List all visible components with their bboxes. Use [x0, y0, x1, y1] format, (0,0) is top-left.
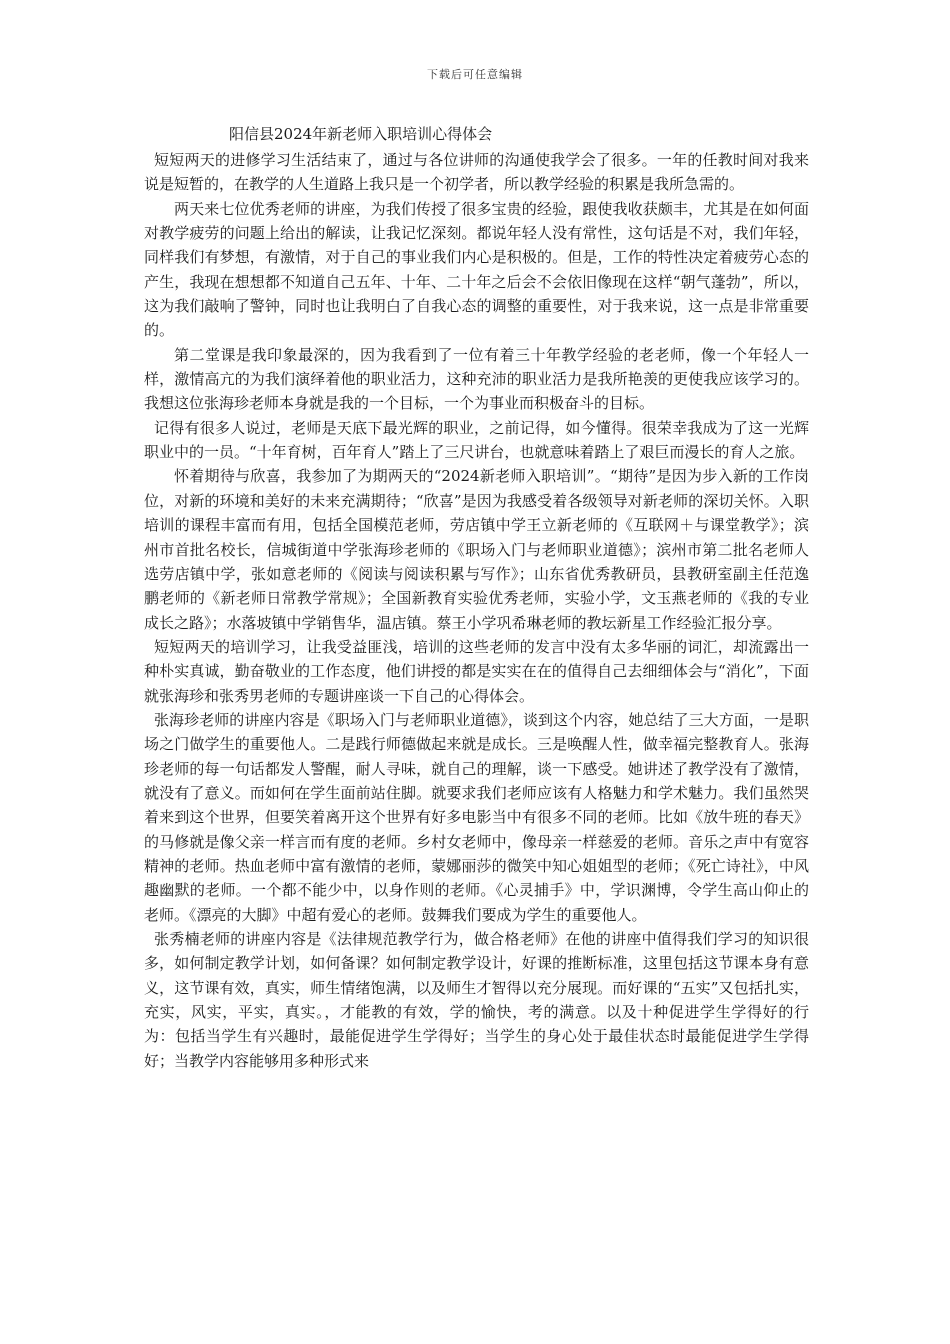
paragraph: 记得有很多人说过，老师是天底下最光辉的职业，之前记得，如今懂得。很荣幸我成为了这一光辉职业中的一员。“十年育树，百年育人”踏上了三尺讲台，也就意味着踏上了艰巨而漫长的育人之旅。 [144, 418, 809, 462]
paragraph: 怀着期待与欣喜，我参加了为期两天的“2024新老师入职培训”。“期待”是因为步入新的工作岗位，对新的环境和美好的未来充满期待；“欣喜”是因为我感受着各级领导对新老师的深切关怀。入职培训的课程丰富而有用，包括全国模范老师，劳店镇中学王立新老师的《互联网＋与课堂教学》；滨州市首批名校长，信城街道中学张海珍老师的《职场入门与老师职业道德》；滨州市第二批名老师人选劳店镇中学，张如意老师的《阅读与阅读积累与写作》；山东省优秀教研员，县教研室副主任范逸鹏老师的《新老师日常教学常规》；全国新教育实验优秀老师，实验小学，文玉燕老师的《我的专业成长之路》；水落坡镇中学销售华，温店镇。蔡王小学巩希琳老师的教坛新星工作经验汇报分享。 [144, 467, 809, 632]
page-header-note: 下载后可任意编辑 [427, 68, 523, 81]
paragraph: 第二堂课是我印象最深的，因为我看到了一位有着三十年教学经验的老老师，像一个年轻人一样，激情高亢的为我们演绎着他的职业活力，这种充沛的职业活力是我所艳羡的更使我应该学习的。我想这位张海珍老师本身就是我的一个目标，一个为事业而积极奋斗的目标。 [144, 345, 809, 413]
paragraph: 张秀楠老师的讲座内容是《法律规范教学行为，做合格老师》在他的讲座中值得我们学习的知识很多，如何制定教学计划，如何备课？如何制定教学设计，好课的推断标准，这里包括这节课本身有意义，这节课有效，真实，师生情绪饱满，以及师生才智得以充分展现。而好课的“五实”又包括扎实，充实，风实，平实，真实。，才能教的有效，学的愉快，考的满意。以及十种促进学生学得好的行为：包括当学生有兴趣时，最能促进学生学得好；当学生的身心处于最佳状态时最能促进学生学得好；当教学内容能够用多种形式来 [144, 930, 809, 1070]
paragraph: 短短两天的进修学习生活结束了，通过与各位讲师的沟通使我学会了很多。一年的任教时间对我来说是短暂的，在教学的人生道路上我只是一个初学者，所以教学经验的积累是我所急需的。 [144, 151, 809, 194]
paragraph: 两天来七位优秀老师的讲座，为我们传授了很多宝贵的经验，跟使我收获颇丰，尤其是在如何面对教学疲劳的问题上给出的解读，让我记忆深刻。都说年轻人没有常性，这句话是不对，我们年轻，同样我们有梦想，有激情，对于自己的事业我们内心是积极的。但是，工作的特性决定着疲劳心态的产生，我现在想想都不知道自己五年、十年、二十年之后会不会依旧像现在这样“朝气蓬勃”，所以，这为我们敲响了警钟，同时也让我明白了自我心态的调整的重要性，对于我来说，这一点是非常重要的。 [144, 199, 809, 340]
document-body [144, 148, 809, 1073]
paragraph: 短短两天的培训学习，让我受益匪浅，培训的这些老师的发言中没有太多华丽的词汇，却流露出一种朴实真诚，勤奋敬业的工作态度，他们讲授的都是实实在在的值得自己去细细体会与“消化”，下面就张海珍和张秀男老师的专题讲座谈一下自己的心得体会。 [144, 637, 809, 705]
document-title: 阳信县2024年新老师入职培训心得体会 [229, 125, 493, 143]
paragraph: 张海珍老师的讲座内容是《职场入门与老师职业道德》，谈到这个内容，她总结了三大方面，一是职场之门做学生的重要他人。二是践行师德做起来就是成长。三是唤醒人性，做幸福完整教育人。张海珍老师的每一句话都发人警醒，耐人寻味，就自己的理解，谈一下感受。她讲述了教学没有了激情，就没有了意义。而如何在学生面前站住脚。就要求我们老师应该有人格魅力和学术魅力。我们虽然哭着来到这个世界，但要笑着离开这个世界有好多电影当中有很多不同的老师。比如《放牛班的春天》的马修就是像父亲一样言而有度的老师。乡村女老师中，像母亲一样慈爱的老师。音乐之声中有宽容精神的老师。热血老师中富有激情的老师，蒙娜丽莎的微笑中知心姐姐型的老师；《死亡诗社》，中风趣幽默的老师。一个都不能少中，以身作则的老师。《心灵捕手》中，学识渊博，令学生高山仰止的老师。《漂亮的大脚》中超有爱心的老师。鼓舞我们要成为学生的重要他人。 [144, 710, 809, 924]
